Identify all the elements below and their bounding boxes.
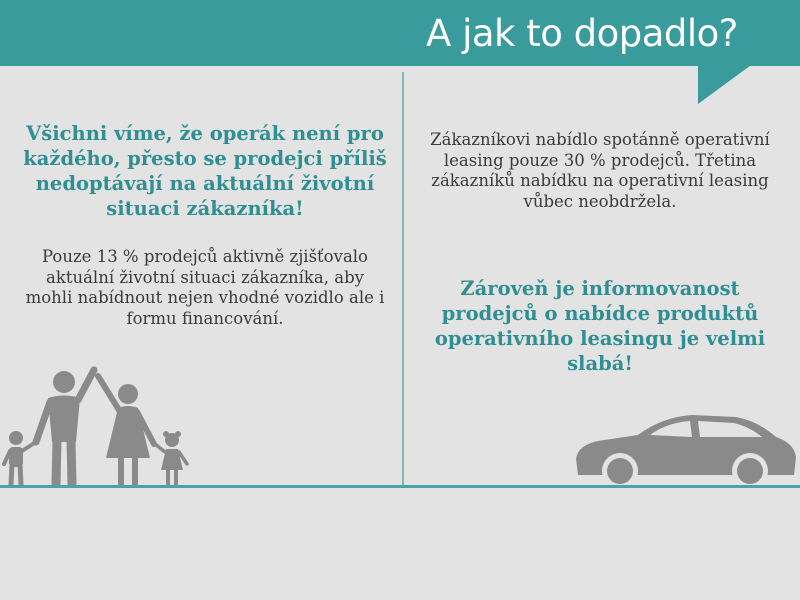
panel-divider <box>402 72 404 486</box>
family-icon <box>0 360 200 488</box>
right-headline: Zároveň je informovanost prodejců o nabídce produktů operativního leasingu je velmi slabá! <box>434 277 766 375</box>
left-headline: Všichni víme, že operák není pro každého, přesto se prodejci příliš nedoptávají na aktuální životní situaci zákazníka! <box>23 122 387 220</box>
footer-area <box>0 488 800 600</box>
left-body-text: Pouze 13 % prodejců aktivně zjišťovalo aktuální životní situaci zákazníka, aby mohli nabídnout nejen vhodné vozidlo ale i formu financování. <box>25 247 385 328</box>
page-title: A jak to dopadlo? <box>426 12 738 55</box>
right-body-text: Zákazníkovi nabídlo spotánně operativní leasing pouze 30 % prodejců. Třetina zákazníků nabídku na operativní leasing vůbec neobdržela. <box>430 130 770 211</box>
car-icon <box>572 405 800 490</box>
